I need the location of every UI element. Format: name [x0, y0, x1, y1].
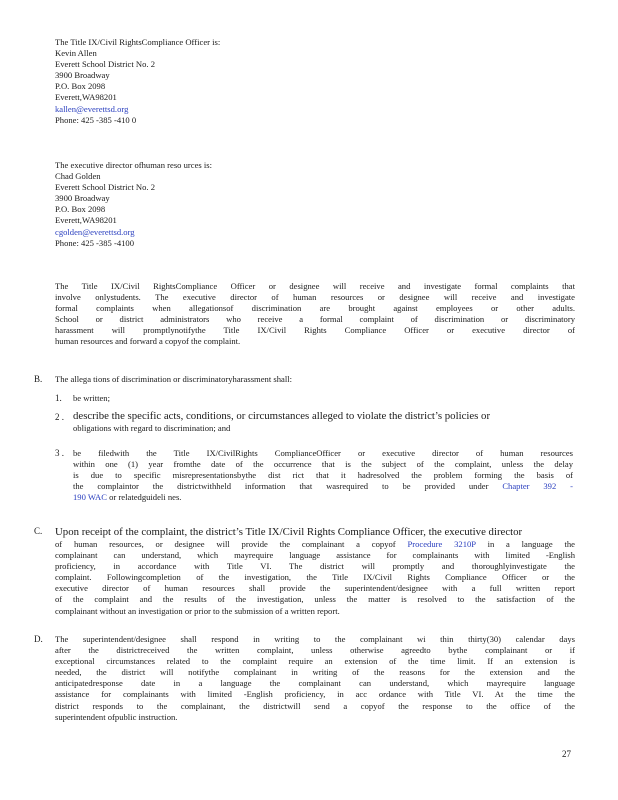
section-b-marker: B. [34, 374, 43, 384]
contact-line: Everett,WA98201 [55, 215, 117, 226]
list-item-line: be written; [73, 393, 110, 403]
paragraph-line: assistance for complainants with limited -English proficiency, in acc ordance with Title VI. At the time the [55, 689, 575, 700]
contact-line: Everett,WA98201 [55, 92, 117, 103]
paragraph-line: of the complaint and the results of the investigation, unless the matter is resolved to the satisfaction of the [55, 594, 575, 605]
paragraph-line: after the districtreceived the written complaint, unless otherwise agreedto bythe complainant or if [55, 645, 575, 656]
item-3-marker: 3 . [55, 448, 64, 458]
paragraph-line: district responds to the complainant, the districtwill send a copyof the response to the office of the [55, 700, 575, 711]
contact-line: Everett School District No. 2 [55, 182, 156, 193]
section-d-body [55, 634, 575, 723]
list-item-line: is due to specific misrepresentationsbythe dist rict that it hadresolved the problem forming the basis of [73, 470, 573, 481]
section-c-body [55, 539, 575, 617]
item-1-text [73, 393, 373, 404]
section-d-marker: D. [34, 634, 43, 644]
section-c-marker: C. [34, 526, 43, 536]
contact-line: Phone: 425 -385 -4100 [55, 237, 135, 248]
compliance-officer-contact [55, 37, 475, 126]
list-item-line: be filedwith the Title IX/CivilRights ComplianceOfficer or executive director of human resources [73, 448, 573, 458]
section-b-lead [55, 374, 575, 385]
paragraph-line: proficiency, in accordance with Title VI. The district will promptly and thoroughlyinvestigate the [55, 561, 575, 572]
section-b-lead-text: The allega tions of discrimination or discriminatoryharassment shall: [55, 374, 292, 384]
page-number: 27 [562, 749, 571, 759]
paragraph-line: needed, the district will notifythe complainant in writing of the reasons for the extension and the [55, 667, 575, 678]
paragraph-line: human resources and forward a copyof the complaint. [55, 336, 241, 347]
contact-line: The Title IX/Civil RightsCompliance Officer is: [55, 37, 221, 47]
paragraph-line: formal complaints when allegationsof discrimination are brought against employees or other adults. [55, 303, 575, 314]
paragraph-line: School or district administrators who receive a formal complaint of discrimination or discriminatory [55, 314, 575, 325]
paragraph-line: complainant without an investigation or prior to the submission of a written report. [55, 605, 340, 616]
item-1-marker: 1. [55, 393, 62, 403]
item-2-text [73, 410, 573, 434]
contact-line: 3900 Broadway [55, 193, 110, 204]
email-link[interactable]: cgolden@everettsd.org [55, 226, 135, 237]
executive-director-contact [55, 160, 475, 249]
item-3-text [73, 448, 573, 503]
email-link[interactable]: kallen@everettsd.org [55, 103, 129, 114]
paragraph-line: harassment will promptlynotifythe Title IX/Civil Rights Compliance Officer or executive director of [55, 325, 575, 336]
section-c-heading-text: Upon receipt of the complaint, the district’s Title IX/Civil Rights Compliance Officer, the executive director [55, 526, 523, 538]
complaint-handling-paragraph [55, 281, 575, 348]
contact-line: P.O. Box 2098 [55, 204, 106, 215]
contact-line: Phone: 425 -385 -410 0 [55, 114, 137, 125]
contact-line: Kevin Allen [55, 48, 97, 59]
list-item-line: describe the specific acts, conditions, or circumstances alleged to violate the district’s policies or [73, 410, 491, 422]
contact-line: 3900 Broadway [55, 70, 110, 81]
contact-line: The executive director ofhuman reso urces is: [55, 160, 213, 170]
paragraph-line: complaint. Followingcompletion of the investigation, the Title IX/Civil Rights Compliance Officer or the [55, 572, 575, 583]
contact-line: Everett School District No. 2 [55, 59, 156, 70]
list-item-line: the complaintor the districtwithheld information that wasrequired to be provided under Chapter 392 - [73, 481, 573, 492]
list-item-line: obligations with regard to discrimination; and [73, 422, 231, 433]
paragraph-line: executive director of human resources shall provide the superintendent/designee with a full written report [55, 583, 575, 594]
paragraph-line: exceptional circumstances related to the complaint require an extension of the time limit. If an extension is [55, 656, 575, 667]
item-2-marker: 2 . [55, 412, 64, 422]
paragraph-line: The Title IX/Civil RightsCompliance Officer or designee will receive and investigate formal complaints that [55, 281, 575, 291]
paragraph-line: of human resources, or designee will provide the complainant a copyof Procedure 3210P in a language the [55, 539, 575, 549]
contact-line: Chad Golden [55, 171, 101, 182]
list-item-line: within one (1) year fromthe date of the occurrence that is the subject of the complaint, unless the delay [73, 459, 573, 470]
paragraph-line: involve onlystudents. The executive director of human resources or designee will receive and investigate [55, 292, 575, 303]
paragraph-line: anticipatedresponse date in a language the complainant can understand, which mayrequire language [55, 678, 575, 689]
section-c-heading [55, 526, 575, 539]
paragraph-line: The superintendent/designee shall respond in writing to the complainant wi thin thirty(30) calendar days [55, 634, 575, 644]
paragraph-line: superintendent ofpublic instruction. [55, 711, 178, 722]
contact-line: P.O. Box 2098 [55, 81, 106, 92]
paragraph-line: complainant can understand, which mayrequire language assistance for complainants with limited -English [55, 550, 575, 561]
list-item-line: 190 WAC or relatedguideli nes. [73, 492, 182, 503]
